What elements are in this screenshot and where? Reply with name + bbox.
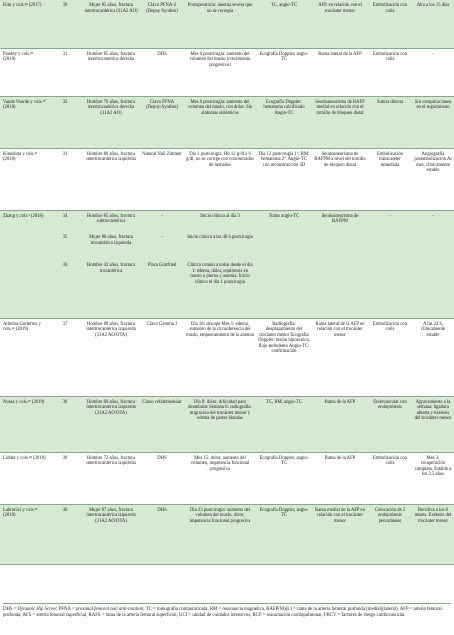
cell-patient: Mujer 80 años, fractura trocantérica izquierda <box>82 232 140 260</box>
cell-presentation: Postoperatorio: anemia severa que no se corregía <box>184 0 256 48</box>
cell-treatment: - <box>368 210 412 232</box>
cell-case-number: 39 <box>48 452 82 504</box>
cell-treatment: Embolización con coils <box>368 452 412 504</box>
cell-outcome: Mes 3: recuperación completa. Estable a los 2.5 años <box>412 452 454 504</box>
cell-patient: Hombre 69 años, fractura intertrocantérica izquierda (31A2 AO/OTA) <box>82 396 140 452</box>
cell-presentation: Mes 8 postcirugía: aumento del volumen del muslo, con dolor. Sin síntomas sistémicos <box>184 96 256 148</box>
cell-author: Arbeloa-Gutierrez y cols.³² (2019) <box>0 318 48 396</box>
cell-author: Zhang y cols.³ (2018) <box>0 210 48 232</box>
table-row <box>0 318 454 396</box>
table-row <box>0 96 454 148</box>
cell-outcome: - <box>412 210 454 232</box>
cell-author <box>0 232 48 260</box>
cell-author: Nossa y cols.³³ (2019) <box>0 396 48 452</box>
cell-case-number: 33 <box>48 148 82 210</box>
cell-case-number: 35 <box>48 232 82 260</box>
cell-outcome <box>412 232 454 260</box>
cell-implant: Natural Nail Zimmer <box>140 148 184 210</box>
cell-implant: DHS <box>140 452 184 504</box>
cell-case-number: 31 <box>48 48 82 96</box>
cell-treatment: Embolización con coils <box>368 0 412 48</box>
cell-injury: Rama lateral de la AFP <box>312 48 368 96</box>
cell-implant: DHS <box>140 504 184 564</box>
cell-diagnosis: Ecografía Doppler, angio-TC <box>256 504 312 564</box>
cell-treatment: Embolización con coils <box>368 48 412 96</box>
cell-author: Labronici y cols.³⁵ (2019) <box>0 504 48 564</box>
cell-implant: Clavo PFNA-2 (Depuy Synthes) <box>140 0 184 48</box>
cell-diagnosis: TC, angio-TC <box>256 0 312 48</box>
cell-injury: Rama lateral de la AFP en relación con el trocánter menor <box>312 318 368 396</box>
cell-injury: Rama de la AFP <box>312 396 368 452</box>
cell-patient: Mujer 85 años, fractura intertrocantérica (31A2 AO) <box>82 0 140 48</box>
cell-patient: Hombre 43 años, fractura trocantérica <box>82 260 140 318</box>
cell-injury: Rama medial de la AFP en relación con el trocánter menor <box>312 504 368 564</box>
cell-diagnosis: Ecografía Doppler, angio-TC <box>256 452 312 504</box>
cell-implant: DHS <box>140 48 184 96</box>
cell-injury <box>312 232 368 260</box>
cell-presentation: Mes 6 postcirugía: aumento del volumen del muslo (crecimiento progresivo) <box>184 48 256 96</box>
cell-patient: Hombre 85 años, fractura subtrocantérica <box>82 210 140 232</box>
cell-outcome: Alta a los 15 días <box>412 0 454 48</box>
table-row <box>0 232 454 260</box>
cell-implant: Placa Gottfried <box>140 260 184 318</box>
footnote-text: ; TC = tomografía computarizada, RM = resonancia magnética, RAFP(M)(L) = rama de la arteria femoral profunda (medial)(lateral), AFP = arteria femoral profunda, AFS = arteria femoral superficial, RAFS = rama de la arteria femoral superficial, UCI = unidad de cuidados intensivos, RCP = reanimación cardiopulmonar, FRCV = factores de riesgo cardiovascular. <box>3 607 442 619</box>
cell-patient: Hombre 76 años, fractura intertrocantérica derecha (31A2 AO) <box>82 96 140 148</box>
cell-diagnosis <box>256 232 312 260</box>
cell-presentation: Día 1 postcirugía: Hb 12 g/dl a 6 g/dl, no se corrige con concentrados de hematíes <box>184 148 256 210</box>
cell-injury: Rama de la AFP <box>312 452 368 504</box>
cell-diagnosis: TC, RM, angio-TC <box>256 396 312 452</box>
cell-injury <box>312 260 368 318</box>
cell-case-number: 37 <box>48 318 82 396</box>
cell-treatment: Sutura directa <box>368 96 412 148</box>
cell-outcome: A las 24 h, clínicamente estable <box>412 318 454 396</box>
cell-presentation: Clínica común a todos desde el día 1: edema, dolor, equimosis en muslo o pierna y anemia. Inicio clínico el día 1 postcirugía <box>184 260 256 318</box>
cell-patient: Hombre 80 años, fractura intertrocantérica izquierda (31A2 AO/OTA) <box>82 318 140 396</box>
cell-case-number: 34 <box>48 210 82 232</box>
cell-author: Kinoshita y cols.³¹ (2018) <box>0 148 48 210</box>
cell-case-number: 36 <box>48 260 82 318</box>
cell-injury: Seudoaneurisma de RAFPM a nivel del tornillo de bloqueo distal <box>312 148 368 210</box>
cell-presentation: Día 23 postcirugía: aumento del volumen del muslo, dolor, impotencia funcional progresiva <box>184 504 256 564</box>
table-row <box>0 48 454 96</box>
cell-treatment: Embolización con coils <box>368 318 412 396</box>
cell-author: Vande Voorde y cols.³⁰ (2018) <box>0 96 48 148</box>
cell-case-number: 40 <box>48 504 82 564</box>
cell-patient: Hombre 80 años, fractura intertrocantérica izquierda <box>82 148 140 210</box>
cell-outcome: Recidiva a los 6 meses. Exéresis del trocánter menor <box>412 504 454 564</box>
cell-diagnosis: Radiografía: desplazamiento del trocánter menor Ecografía Doppler: lesión hipoecoica, flujo turbulento Angio-TC: confirmación <box>256 318 312 396</box>
cell-presentation: Día 8: dolor, dificultad para deambular Semana 6: radiografía: migración del trocánter menor y edema de partes blandas <box>184 396 256 452</box>
cell-case-number: 38 <box>48 396 82 452</box>
cell-implant: Clavo PFNA (Depuy-Synthes) <box>140 96 184 148</box>
cell-diagnosis <box>256 260 312 318</box>
table-row <box>0 452 454 504</box>
cell-presentation: Día 18: síncope Mes 1: edema, aumento de la circunferencia del muslo, empeoramiento de la anemia <box>184 318 256 396</box>
cell-diagnosis: Ecografía Doppler, angio-TC <box>256 48 312 96</box>
cell-diagnosis: Día 12 postcirugía 1º. RM: hematoma 2º. Angio-TC con reconstrucción 3D <box>256 148 312 210</box>
table-row <box>0 0 454 48</box>
cell-author: Kim y cols.²⁸ (2017) <box>0 0 48 48</box>
table-row <box>0 504 454 564</box>
cell-implant: Clavo Gamma 3 <box>140 318 184 396</box>
cell-injury: Seudoaneurisma de RAFP medial en relación con el tornillo de bloqueo distal <box>312 96 368 148</box>
table-row <box>0 260 454 318</box>
cell-presentation: Mes 15: dolor, aumento del volumen, impotencia funcional progresiva <box>184 452 256 504</box>
footnote-text: ; PFNA = <box>56 607 76 612</box>
cell-author: Lidder y cols.³⁴ (2019) <box>0 452 48 504</box>
cell-outcome: Angiografía posembolización Al mes, clínicamente estable <box>412 148 454 210</box>
cell-treatment: Colocación de 2 endoprótesis percutáneas <box>368 504 412 564</box>
cell-diagnosis: Todos angio-TC <box>256 210 312 232</box>
cell-outcome: Sin complicaciones en el seguimiento <box>412 96 454 148</box>
cell-implant: Clavo cefalomedular <box>140 396 184 452</box>
cell-outcome: Agravamiento a la semana: ligadura abierta y exéresis del trocánter menor <box>412 396 454 452</box>
cell-treatment <box>368 260 412 318</box>
table-row <box>0 396 454 452</box>
cell-treatment: Endovascular con endoprótesis <box>368 396 412 452</box>
footnote-pfna-term: proximal femoral nail anti-rotation <box>75 607 144 612</box>
cell-outcome <box>412 260 454 318</box>
cell-presentation: Inicio clínica a las 48 h postcirugía <box>184 232 256 260</box>
cell-case-number: 30 <box>48 0 82 48</box>
cell-treatment: Embolización transcatéter inmediata <box>368 148 412 210</box>
cell-outcome: - <box>412 48 454 96</box>
footnote-text: DHS = <box>3 607 18 612</box>
table-row <box>0 148 454 210</box>
cell-treatment <box>368 232 412 260</box>
cell-diagnosis: Ecografía Doppler: hematoma calcificado Angio-TC <box>256 96 312 148</box>
cell-injury: AFP, en relación con el trocánter menor <box>312 0 368 48</box>
cell-case-number: 32 <box>48 96 82 148</box>
cell-patient: Mujer 87 años, fractura intertrocantérica izquierda (31A2 AO/OTA) <box>82 504 140 564</box>
cell-implant: - <box>140 232 184 260</box>
table-footnote <box>3 603 451 620</box>
cell-patient: Hombre 85 años, fractura intertrocantérica derecha <box>82 48 140 96</box>
cell-presentation: Inicio clínica al día 3 <box>184 210 256 232</box>
cell-implant: - <box>140 210 184 232</box>
cell-injury: Seudoaneurisma de RAFPM <box>312 210 368 232</box>
cell-patient: Hombre 72 años, fractura intertrocantérica izquierda <box>82 452 140 504</box>
cell-author <box>0 260 48 318</box>
table-row <box>0 210 454 232</box>
footnote-dhs-term: Dynamic Hip Screw <box>17 607 57 612</box>
cell-author: Pandey y cols.²⁹ (2018) <box>0 48 48 96</box>
